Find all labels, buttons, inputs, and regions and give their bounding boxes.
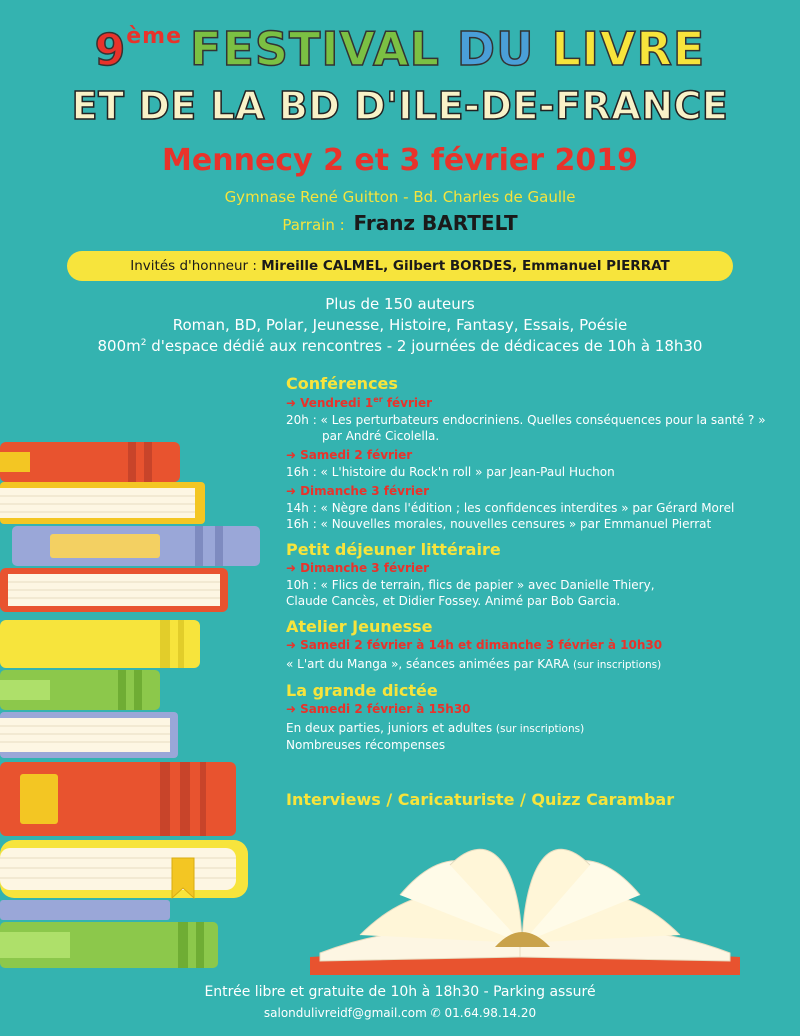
- conference-item: 16h : « L'histoire du Rock'n roll » par Jean-Paul Huchon: [286, 465, 615, 479]
- open-book-pages: [320, 849, 730, 961]
- dictee-day: [286, 702, 791, 716]
- contact-email[interactable]: salondulivreidf@gmail.com: [263, 1006, 427, 1020]
- day-dimanche: [286, 484, 791, 498]
- conference-item: 14h : « Nègre dans l'édition ; les confidences interdites » par Gérard Morel: [286, 501, 735, 515]
- section-atelier-title: Atelier Jeunesse: [286, 617, 433, 636]
- edition-suffix: ème: [126, 24, 183, 49]
- section-conferences-title: Conférences: [286, 374, 398, 393]
- book-stack-illustration: [0, 438, 270, 968]
- atelier-item: [286, 656, 791, 673]
- conference-item-author: par André Cicolella.: [322, 429, 440, 443]
- arrow-icon: ➜: [286, 448, 297, 462]
- summary-space-sup: 2: [140, 338, 147, 348]
- dictee-item-rewards: Nombreuses récompenses: [286, 738, 446, 752]
- book-blue-thin: [0, 900, 170, 920]
- book-green-bottom: [0, 922, 218, 968]
- breakfast-item: Claude Cancès, et Didier Fossey. Animé par Bob Garcia.: [286, 594, 621, 608]
- festival-dates: Mennecy 2 et 3 février 2019: [162, 143, 638, 178]
- open-book-illustration: [300, 835, 760, 985]
- day-vendredi-sup: er: [373, 395, 383, 404]
- arrow-icon: ➜: [286, 396, 297, 410]
- book-blue: [12, 526, 260, 566]
- summary-authors: Plus de 150 auteurs: [325, 295, 475, 313]
- parrain-name: Franz BARTELT: [353, 211, 518, 235]
- atelier-item-note: (sur inscriptions): [572, 659, 662, 671]
- summary-space-area: 800m: [97, 337, 141, 355]
- book-red-top: [0, 442, 180, 482]
- atelier-day-label: Samedi 2 février à 14h et dimanche 3 février à 10h30: [300, 638, 663, 652]
- dictee-item-note: (sur inscriptions): [495, 723, 585, 735]
- arrow-icon: ➜: [286, 638, 297, 652]
- section-breakfast-title: Petit déjeuner littéraire: [286, 540, 501, 559]
- venue: Gymnase René Guitton - Bd. Charles de Gaulle: [224, 188, 576, 206]
- day-samedi: [286, 448, 791, 462]
- atelier-item-text: « L'art du Manga », séances animées par KARA: [286, 657, 573, 671]
- day-dimanche-label: Dimanche 3 février: [300, 484, 430, 498]
- contact-phone[interactable]: 01.64.98.14.20: [444, 1006, 537, 1020]
- edition-number: 9: [94, 25, 127, 76]
- book-yellow: [0, 620, 200, 668]
- conference-item: 16h : « Nouvelles morales, nouvelles censures » par Emmanuel Pierrat: [286, 517, 712, 531]
- book-blue-pages: [0, 712, 178, 758]
- atelier-day: [286, 638, 791, 652]
- footer-entry: Entrée libre et gratuite de 10h à 18h30 - Parking assuré: [204, 984, 596, 1000]
- guests-names: Mireille CALMEL, Gilbert BORDES, Emmanuel PIERRAT: [261, 258, 670, 274]
- book-yellow-pages: [0, 840, 248, 898]
- guests-label: Invités d'honneur :: [130, 258, 257, 274]
- arrow-icon: ➜: [286, 484, 297, 498]
- book-green: [0, 670, 160, 710]
- breakfast-day-label: Dimanche 3 février: [300, 561, 430, 575]
- title-word-livre: LIVRE: [551, 22, 706, 76]
- day-vendredi: [286, 395, 791, 410]
- book-red-pages: [0, 568, 228, 612]
- title-word-du: DU: [456, 22, 535, 76]
- day-vendredi-month: février: [382, 396, 433, 410]
- book-white-pages: [0, 482, 205, 524]
- phone-icon: ✆: [430, 1006, 441, 1020]
- book-red-large: [0, 762, 236, 836]
- arrow-icon: ➜: [286, 561, 297, 575]
- guests-banner: [67, 251, 733, 281]
- footer-contact: [0, 1006, 800, 1020]
- dictee-item: [286, 720, 791, 737]
- summary-space: [0, 337, 800, 355]
- dictee-day-label: Samedi 2 février à 15h30: [300, 702, 471, 716]
- conference-item: 20h : « Les perturbateurs endocriniens. Quelles conséquences pour la santé ? »: [286, 413, 766, 427]
- summary-genres: Roman, BD, Polar, Jeunesse, Histoire, Fantasy, Essais, Poésie: [172, 316, 628, 334]
- parrain: [0, 211, 800, 235]
- parrain-label: Parrain :: [282, 216, 345, 234]
- dictee-item-text: En deux parties, juniors et adultes: [286, 721, 496, 735]
- festival-title: [0, 22, 800, 76]
- day-vendredi-label: Vendredi 1: [300, 396, 374, 410]
- summary-space-text: d'espace dédié aux rencontres - 2 journées de dédicaces de 10h à 18h30: [146, 337, 703, 355]
- festival-subtitle: ET DE LA BD D'ILE-DE-FRANCE: [71, 84, 729, 128]
- day-samedi-label: Samedi 2 février: [300, 448, 413, 462]
- arrow-icon: ➜: [286, 702, 297, 716]
- title-word-festival: FESTIVAL: [190, 22, 440, 76]
- breakfast-item: 10h : « Flics de terrain, flics de papier » avec Danielle Thiery,: [286, 578, 655, 592]
- program: [286, 368, 791, 753]
- section-dictee-title: La grande dictée: [286, 681, 438, 700]
- extras-line: Interviews / Caricaturiste / Quizz Carambar: [286, 790, 675, 809]
- breakfast-day: [286, 561, 791, 575]
